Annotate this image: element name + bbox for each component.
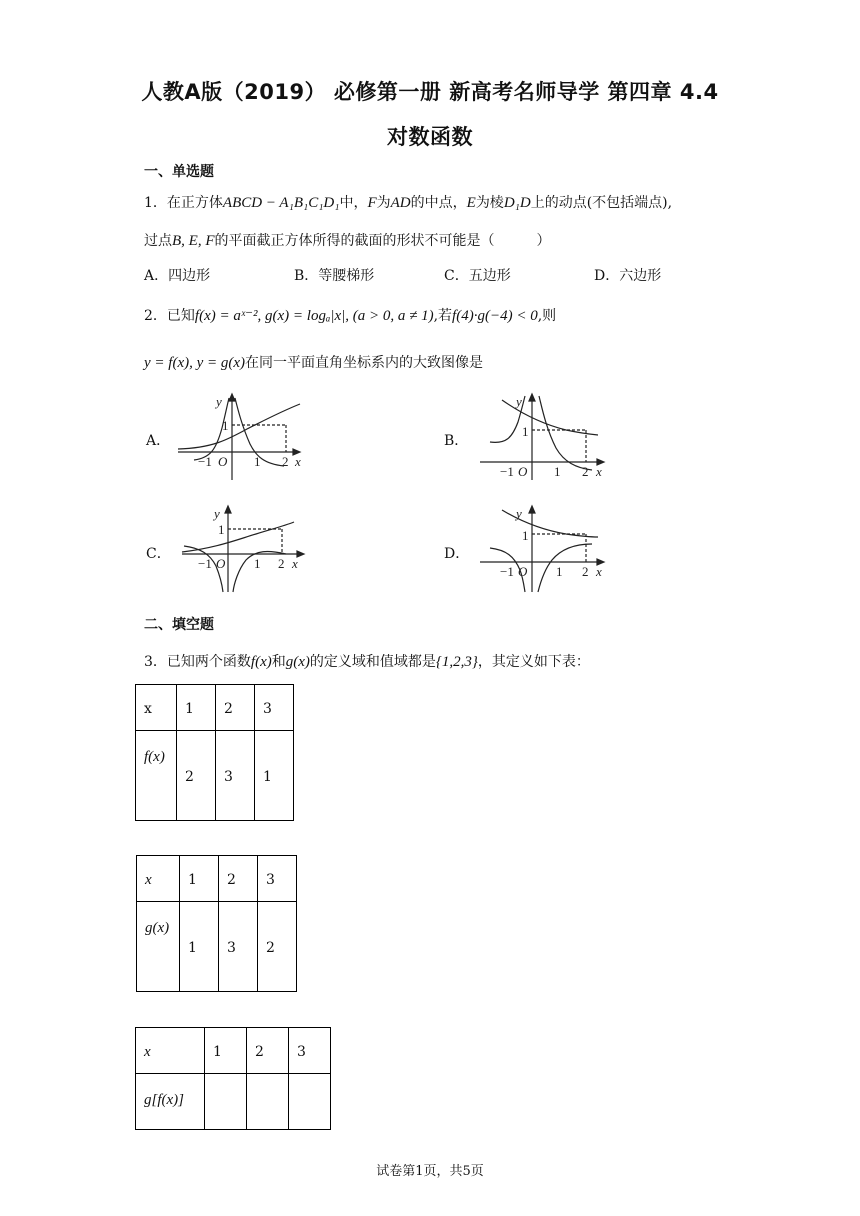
q2-text: 已知 [166, 308, 195, 324]
svg-text:1: 1 [522, 528, 529, 543]
q1-point-e: E [466, 195, 476, 211]
svg-text:y: y [516, 506, 522, 521]
q2-condition: f(4)·g(−4) < 0 [452, 308, 538, 324]
svg-text:1: 1 [556, 564, 563, 579]
q2-line2 [144, 352, 483, 372]
table-header: 1 [185, 701, 194, 717]
table-header: x [145, 872, 152, 888]
answer-cell-2[interactable] [247, 1074, 289, 1130]
table-row-label: g(x) [145, 920, 170, 936]
svg-text:y: y [214, 506, 220, 521]
table-row-label: g[f(x)] [144, 1092, 184, 1108]
table-header: 3 [263, 701, 272, 717]
q2-option-c-label[interactable]: C． [146, 546, 171, 562]
q1-option-d[interactable]: D．六边形 [594, 268, 662, 284]
q1-text: 的中点， [410, 195, 467, 211]
q1-cube: ABCD − A₁B₁C₁D₁ [222, 195, 340, 211]
table-header: x [144, 701, 152, 717]
q1-segment-ad: AD [390, 195, 411, 211]
label-neg1: −1 [198, 454, 212, 469]
q2-option-d-label[interactable]: D． [444, 546, 470, 562]
svg-text:1: 1 [254, 556, 261, 571]
q1-text: 上的动点(不包括端点), [530, 195, 673, 211]
table-header: 2 [224, 701, 233, 717]
page-title: 人教A版（2019） 必修第一册 新高考名师导学 第四章 4.4 [141, 80, 719, 104]
q2-number: 2． [144, 308, 167, 324]
q1-line2 [144, 230, 551, 250]
q2-functions: y = f(x), y = g(x) [144, 355, 246, 371]
q3-f: f(x) [250, 654, 272, 670]
label-o: O [218, 454, 228, 469]
table-header: 3 [297, 1044, 306, 1060]
q2-graph-b[interactable] [476, 392, 616, 482]
q2-formula: f(x) = aˣ⁻², g(x) = logₐ|x|, (a > 0, a ≠ 1) [194, 308, 434, 324]
svg-text:−1: −1 [198, 556, 212, 571]
q1-number: 1． [144, 195, 167, 211]
table-f [135, 684, 294, 821]
svg-text:O: O [216, 556, 226, 571]
table-gf [135, 1027, 331, 1130]
label-2: 2 [282, 454, 289, 469]
q1-text: 的平面截正方体所得的截面的形状不可能是（ ） [214, 233, 551, 249]
page-footer: 试卷第1页，共5页 [376, 1164, 484, 1179]
table-cell: 2 [185, 769, 194, 785]
svg-text:1: 1 [218, 522, 225, 537]
table-cell: 3 [224, 769, 233, 785]
q2-text: ,若 [433, 308, 453, 324]
svg-text:x: x [292, 556, 298, 571]
svg-text:−1: −1 [500, 464, 514, 479]
q1-line1 [144, 192, 672, 212]
q1-text: 为棱 [475, 195, 504, 211]
table-header: 1 [188, 872, 197, 888]
table-g [136, 855, 297, 992]
table-header: x [144, 1044, 151, 1060]
svg-text:2: 2 [278, 556, 285, 571]
table-header: 3 [266, 872, 275, 888]
page-subtitle: 对数函数 [387, 125, 473, 149]
q1-option-b[interactable]: B．等腰梯形 [294, 268, 375, 284]
q1-text: 过点 [144, 233, 172, 249]
label-x: x [295, 454, 301, 469]
answer-cell-1[interactable] [205, 1074, 247, 1130]
label-y: y [216, 394, 222, 409]
svg-text:x: x [596, 564, 602, 579]
svg-text:1: 1 [522, 424, 529, 439]
q1-text: 为 [376, 195, 391, 211]
q1-points: B, E, F [172, 233, 215, 249]
q2-graph-d[interactable] [476, 504, 616, 594]
q3-line1 [144, 651, 590, 671]
table-header: 2 [227, 872, 236, 888]
q2-line1 [144, 305, 556, 325]
table-cell: 2 [266, 940, 275, 956]
q2-option-a-label[interactable]: A． [146, 433, 171, 449]
q1-option-c[interactable]: C．五边形 [444, 268, 511, 284]
svg-text:2: 2 [582, 464, 589, 479]
svg-text:O: O [518, 464, 528, 479]
svg-text:1: 1 [554, 464, 561, 479]
label-1: 1 [222, 418, 229, 433]
q1-point-f: F [367, 195, 377, 211]
q3-text: 的定义域和值域都是 [309, 654, 436, 670]
q1-text: 在正方体 [166, 195, 223, 211]
q3-g: g(x) [285, 654, 310, 670]
table-cell: 1 [263, 769, 272, 785]
q3-text: ，其定义如下表： [477, 654, 590, 670]
label-1x: 1 [254, 454, 261, 469]
q2-option-b-label[interactable]: B． [444, 433, 469, 449]
q1-option-a[interactable]: A．四边形 [144, 268, 211, 284]
q2-text: ,则 [537, 308, 557, 324]
svg-text:2: 2 [582, 564, 589, 579]
q3-set: {1,2,3} [435, 654, 478, 670]
section-heading-fill-blank: 二、填空题 [144, 617, 214, 633]
q3-number: 3． [144, 654, 167, 670]
svg-text:−1: −1 [500, 564, 514, 579]
table-cell: 1 [188, 940, 197, 956]
table-row-label: f(x) [144, 749, 165, 765]
svg-text:O: O [518, 564, 528, 579]
section-heading-single-choice: 一、单选题 [144, 164, 214, 180]
svg-text:y: y [516, 394, 522, 409]
q2-graph-a[interactable] [172, 392, 312, 482]
table-header: 2 [255, 1044, 264, 1060]
q1-edge: D₁D [503, 195, 531, 211]
q2-text: 在同一平面直角坐标系内的大致图像是 [245, 355, 484, 371]
table-header: 1 [213, 1044, 222, 1060]
table-cell: 3 [227, 940, 236, 956]
svg-text:x: x [596, 464, 602, 479]
answer-cell-3[interactable] [289, 1074, 331, 1130]
q3-text: 和 [271, 654, 286, 670]
q3-text: 已知两个函数 [166, 654, 251, 670]
q2-graph-c[interactable] [176, 504, 316, 594]
q1-text: 中， [339, 195, 368, 211]
